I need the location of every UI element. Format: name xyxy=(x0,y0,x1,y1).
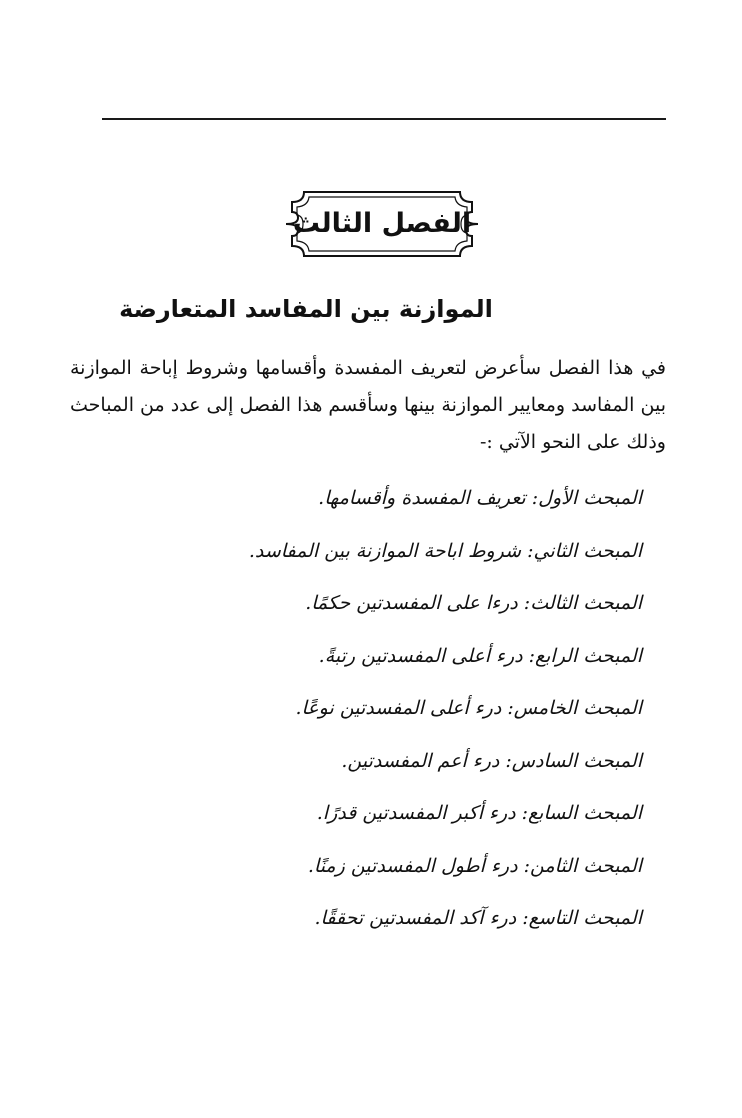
topic-item-4: المبحث الرابع: درء أعلى المفسدتين رتبةً. xyxy=(318,644,642,667)
chapter-heading-frame xyxy=(282,188,482,260)
section-title: الموازنة بين المفاسد المتعارضة xyxy=(119,295,493,323)
topic-item-1: المبحث الأول: تعريف المفسدة وأقسامها. xyxy=(318,487,642,509)
topic-item-6: المبحث السادس: درء أعم المفسدتين. xyxy=(341,749,642,772)
topic-item-5: المبحث الخامس: درء أعلى المفسدتين نوعًا. xyxy=(295,697,642,719)
topic-item-7: المبحث السابع: درء أكبر المفسدتين قدرًا. xyxy=(316,802,642,824)
topic-item-3: المبحث الثالث: درءا على المفسدتين حكمًا. xyxy=(305,592,642,614)
topic-item-9: المبحث التاسع: درء آكد المفسدتين تحققًا. xyxy=(314,907,642,929)
intro-paragraph: في هذا الفصل سأعرض لتعريف المفسدة وأقسامها وشروط إباحة الموازنة بين المفاسد ومعايير الموازنة بينها وسأقسم هذا الفصل إلى عدد من المباحث وذلك على النحو الآتي :- xyxy=(70,357,666,453)
chapter-title: الفصل الثالث xyxy=(292,208,472,239)
topics-list xyxy=(122,478,642,951)
topic-item-2: المبحث الثاني: شروط اباحة الموازنة بين المفاسد. xyxy=(248,539,642,562)
header-rule xyxy=(102,118,666,120)
topic-item-8: المبحث الثامن: درء أطول المفسدتين زمنًا. xyxy=(307,854,642,877)
